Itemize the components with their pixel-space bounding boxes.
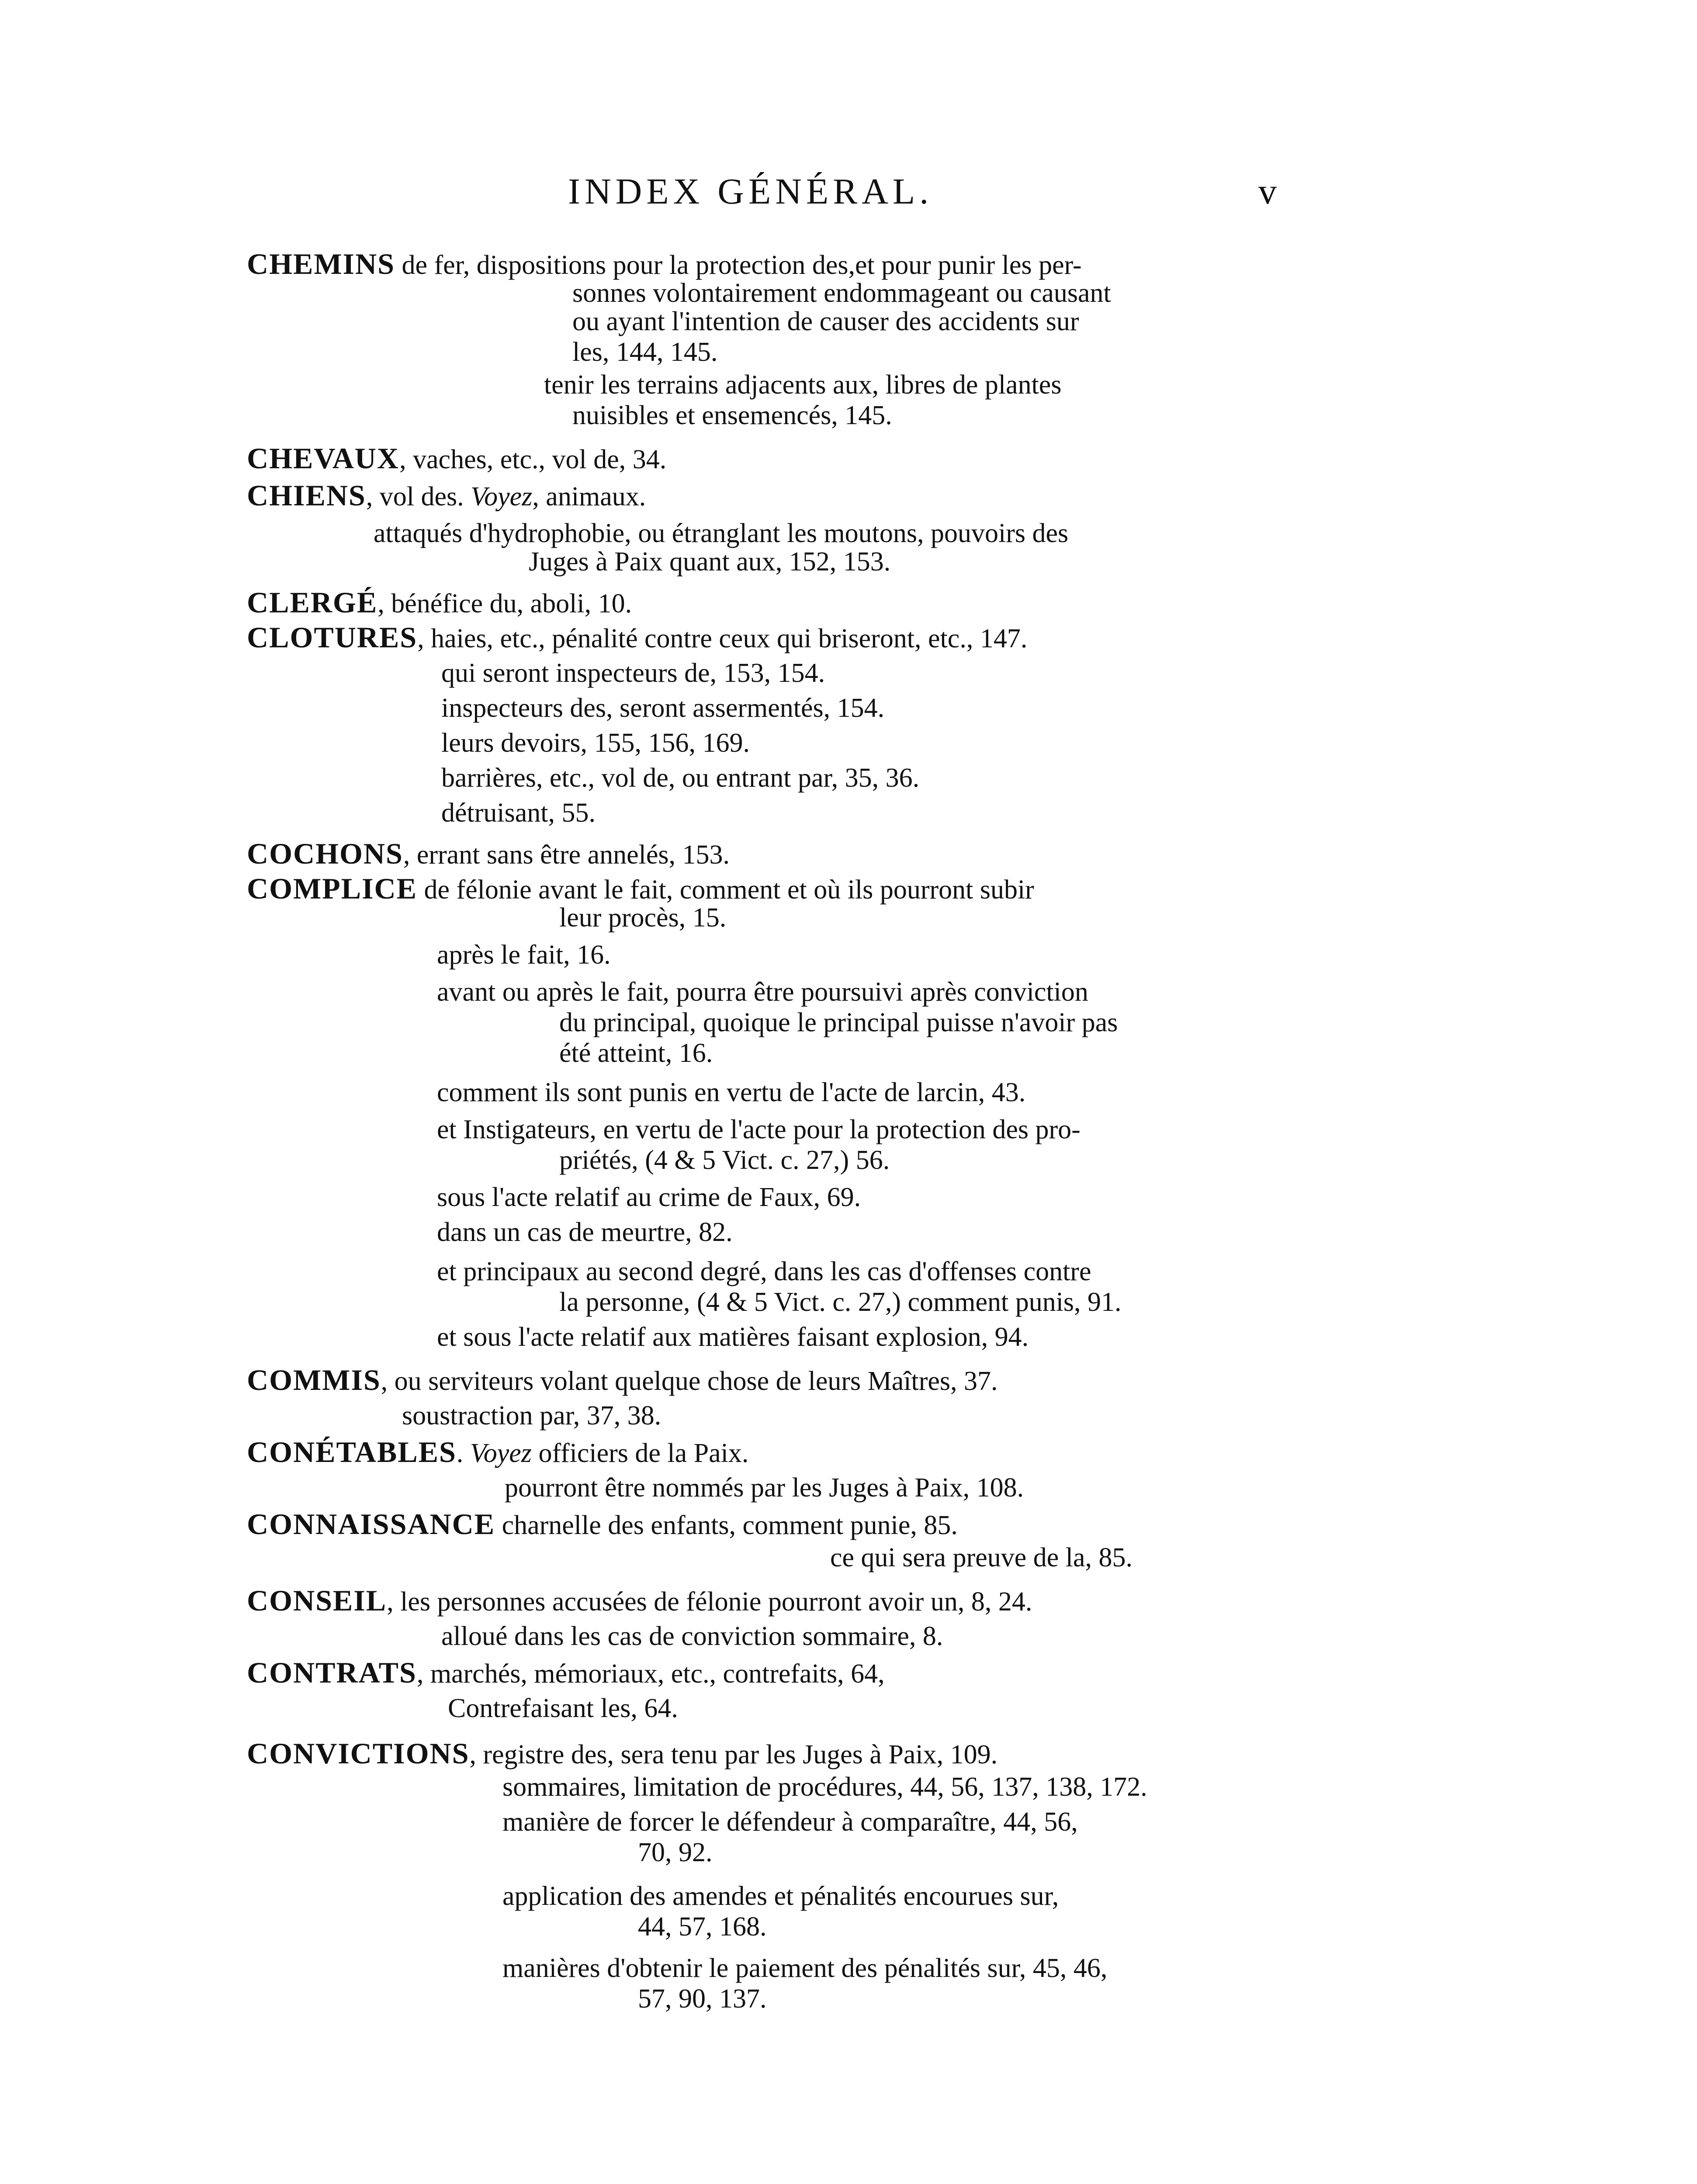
index-line: CONÉTABLES. Voyez officiers de la Paix. [247,1435,749,1469]
index-heading-keyword: CLERGÉ [247,586,378,619]
index-heading-keyword: CONSEIL [247,1584,387,1617]
index-heading-keyword: CHIENS [247,479,366,512]
index-line: 70, 92. [638,1838,713,1867]
index-line: dans un cas de meurtre, 82. [437,1217,733,1247]
index-line: 44, 57, 168. [638,1912,767,1942]
index-line: qui seront inspecteurs de, 153, 154. [441,658,825,688]
index-heading-keyword: COCHONS [247,837,403,870]
index-line: sonnes volontairement endommageant ou causant [572,278,1111,308]
index-line: COCHONS, errant sans être annelés, 153. [247,837,730,870]
index-line: sommaires, limitation de procédures, 44, 56, 137, 138, 172. [502,1772,1147,1802]
index-line: CHIENS, vol des. Voyez, animaux. [247,479,646,512]
index-line: et Instigateurs, en vertu de l'acte pour la protection des pro- [437,1115,1081,1144]
index-line: barrières, etc., vol de, ou entrant par, 35, 36. [441,763,920,793]
index-line: COMMIS, ou serviteurs volant quelque chose de leurs Maîtres, 37. [247,1363,998,1396]
index-line: et sous l'acte relatif aux matières faisant explosion, 94. [437,1322,1029,1352]
index-line: avant ou après le fait, pourra être poursuivi après conviction [437,977,1088,1007]
index-line: détruisant, 55. [441,798,596,828]
index-line: Juges à Paix quant aux, 152, 153. [529,547,891,577]
index-line: du principal, quoique le principal puisse n'avoir pas [559,1008,1118,1037]
index-line: CONNAISSANCE charnelle des enfants, comment punie, 85. [247,1507,958,1541]
see-reference: Voyez [471,482,533,511]
index-line: été atteint, 16. [559,1038,713,1068]
index-line: Contrefaisant les, 64. [448,1693,678,1723]
index-line: et principaux au second degré, dans les cas d'offenses contre [437,1257,1091,1286]
page-title: INDEX GÉNÉRAL. [568,171,933,212]
index-line: inspecteurs des, seront assermentés, 154. [441,693,885,723]
index-line: CHEVAUX, vaches, etc., vol de, 34. [247,442,667,475]
index-line: CONTRATS, marchés, mémoriaux, etc., contrefaits, 64, [247,1656,885,1689]
index-heading-keyword: CONÉTABLES [247,1435,457,1469]
index-line: alloué dans les cas de conviction sommaire, 8. [441,1621,943,1651]
index-line: comment ils sont punis en vertu de l'acte de larcin, 43. [437,1078,1026,1107]
index-line: ce qui sera preuve de la, 85. [830,1543,1133,1572]
index-line: leur procès, 15. [559,903,727,933]
index-heading-keyword: CONNAISSANCE [247,1507,495,1541]
index-heading-keyword: CLOTURES [247,621,418,654]
index-line: sous l'acte relatif au crime de Faux, 69. [437,1182,861,1212]
index-line: application des amendes et pénalités encourues sur, [502,1881,1059,1911]
index-line: nuisibles et ensemencés, 145. [572,401,892,430]
index-line: soustraction par, 37, 38. [402,1401,661,1431]
index-heading-keyword: CONVICTIONS [247,1737,470,1770]
index-line: après le fait, 16. [437,940,611,970]
index-heading-keyword: CHEMINS [247,247,395,280]
index-line: tenir les terrains adjacents aux, libres de plantes [544,370,1062,400]
index-line: CONSEIL, les personnes accusées de félonie pourront avoir un, 8, 24. [247,1584,1032,1617]
index-line: COMPLICE de félonie avant le fait, comment et où ils pourront subir [247,872,1034,905]
index-line: pourront être nommés par les Juges à Paix, 108. [505,1473,1024,1503]
index-line: manières d'obtenir le paiement des pénalités sur, 45, 46, [502,1953,1108,1983]
index-line: priétés, (4 & 5 Vict. c. 27,) 56. [559,1145,890,1175]
index-heading-keyword: CHEVAUX [247,442,400,475]
index-line: leurs devoirs, 155, 156, 169. [441,728,750,758]
index-line: attaqués d'hydrophobie, ou étranglant les moutons, pouvoirs des [374,518,1069,548]
index-line: la personne, (4 & 5 Vict. c. 27,) comment punis, 91. [559,1287,1122,1317]
index-heading-keyword: COMPLICE [247,872,417,905]
index-line: les, 144, 145. [572,337,718,367]
index-heading-keyword: COMMIS [247,1363,381,1396]
see-reference: Voyez [470,1438,532,1468]
index-line: CONVICTIONS, registre des, sera tenu par les Juges à Paix, 109. [247,1737,998,1770]
index-line: CHEMINS de fer, dispositions pour la protection des,et pour punir les per- [247,247,1082,280]
index-line: CLERGÉ, bénéfice du, aboli, 10. [247,586,632,619]
index-line: 57, 90, 137. [638,1984,767,2014]
page-number: v [1258,171,1281,212]
index-line: ou ayant l'intention de causer des accidents sur [572,307,1079,336]
index-line: manière de forcer le défendeur à comparaître, 44, 56, [502,1807,1078,1837]
index-line: CLOTURES, haies, etc., pénalité contre ceux qui briseront, etc., 147. [247,621,1028,654]
index-heading-keyword: CONTRATS [247,1656,417,1689]
